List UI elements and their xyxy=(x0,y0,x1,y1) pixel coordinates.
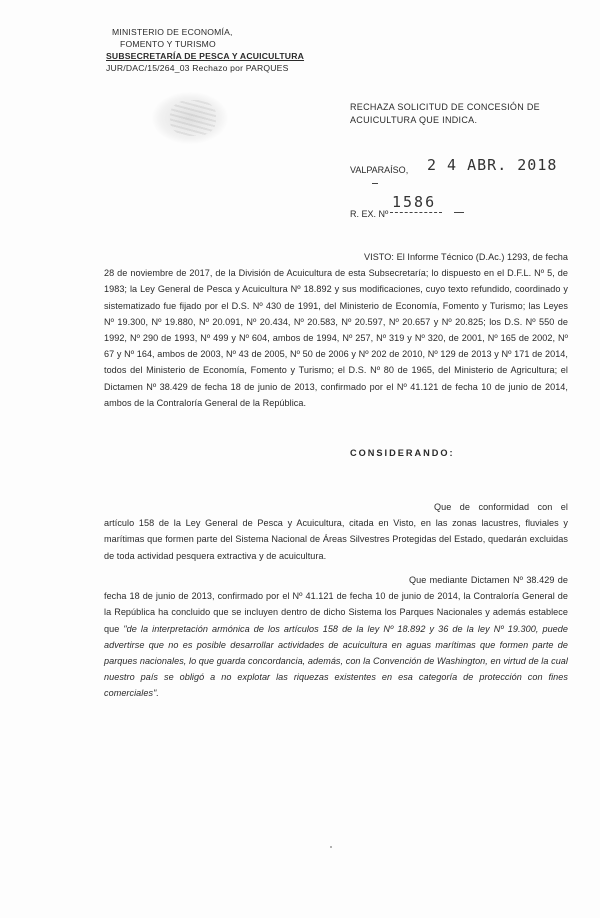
subject-line-1: RECHAZA SOLICITUD DE CONCESIÓN DE xyxy=(350,102,540,112)
resolution-number: 1586 xyxy=(392,193,437,211)
letterhead-ministry-2: FOMENTO Y TURISMO xyxy=(120,39,216,49)
letterhead-ministry: MINISTERIO DE ECONOMÍA, xyxy=(112,27,233,37)
visto-paragraph xyxy=(104,249,568,411)
considerando-heading: CONSIDERANDO: xyxy=(350,448,455,458)
subject-line-2: ACUICULTURA QUE INDICA. xyxy=(350,115,478,125)
considerando-paragraph-1 xyxy=(104,499,568,564)
visto-text: El Informe Técnico (D.Ac.) 1293, de fecha 28 de noviembre de 2017, de la División de Acuicultura de esta Subsecretaría; lo dispuesto en el D.F.L. Nº 5, de 1983; la Ley General de Pesca y Acuicultura Nº 18.892 y sus modificaciones, cuyo texto refundido, coordinado y sistematizado fue fijado por el D.S. Nº 430 de 1991, del Ministerio de Economía, Fomento y Turismo; las Leyes Nº 19.300, Nº 19.880, Nº 20.091, Nº 20.434, Nº 20.583, Nº 20.597, Nº 20.657 y Nº 20.825; los D.S. Nº 550 de 1992, Nº 290 de 1993, Nº 499 y Nº 604, ambos de 1994, Nº 257, Nº 319 y Nº 320, de 2001, Nº 165 de 2002, Nº 67 y Nº 164, ambos de 2003, Nº 43 de 2005, Nº 50 de 2006 y Nº 202 de 2010, Nº 129 de 2013 y Nº 171 de 2014, todos del Ministerio de Economía, Fomento y Turismo; el D.S. Nº 80 de 1965, del Ministerio de Agricultura; el Dictamen Nº 38.429 de fecha 18 de junio de 2013, confirmado por el Nº 41.121 de fecha 10 de junio de 2014, ambos de la Contraloría General de la República. xyxy=(104,252,568,408)
letterhead-reference: JUR/DAC/15/264_03 Rechazo por PARQUES xyxy=(106,63,289,73)
considerando-paragraph-2 xyxy=(104,572,568,702)
paragraph-1-text: Que de conformidad con el artículo 158 de la Ley General de Pesca y Acuicultura, citada en Visto, en las zonas lacustres, fluviales y marítimas que formen parte del Sistema Nacional de Áreas Silvestres Protegidas del Estado, quedarán excluidas de toda actividad pesquera extractiva y de acuicultura. xyxy=(104,502,568,561)
subject-block xyxy=(350,101,540,127)
scan-speck xyxy=(330,846,332,848)
resolution-underline-tail xyxy=(454,212,464,213)
paragraph-2-quote: "de la interpretación armónica de los artículos 158 de la ley Nº 18.892 y 36 de la ley Nº 19.300, puede advertirse que no es posible desarrollar actividades de acuicultura en aguas marítimas que formen parte de parques nacionales, lo que guarda concordancia, además, con la Convención de Washington, en virtud de la cual nuestro país se obligó a no explotar las riquezas existentes en esa categoría de protección con fines comerciales". xyxy=(104,623,568,699)
resolution-label: R. EX. Nº xyxy=(350,209,389,219)
date-stamp: 2 4 ABR. 2018 xyxy=(427,156,558,174)
paragraph-2-text: Que mediante Dictamen Nº 38.429 de fecha 18 de junio de 2013, confirmado por el Nº 41.121 de fecha 10 de junio de 2014, la Contraloría General de la República ha concluido que se incluyen dentro de dicho Sistema los Parques Nacionales y además establece que xyxy=(104,575,568,634)
letterhead xyxy=(106,26,305,74)
visto-label: VISTO: xyxy=(364,252,394,262)
resolution-underline xyxy=(390,212,442,213)
handwritten-mark xyxy=(372,183,378,184)
place-label: VALPARAÍSO, xyxy=(350,165,409,175)
letterhead-subsecretaria: SUBSECRETARÍA DE PESCA Y ACUICULTURA xyxy=(106,51,305,61)
official-stamp-texture xyxy=(170,100,216,136)
